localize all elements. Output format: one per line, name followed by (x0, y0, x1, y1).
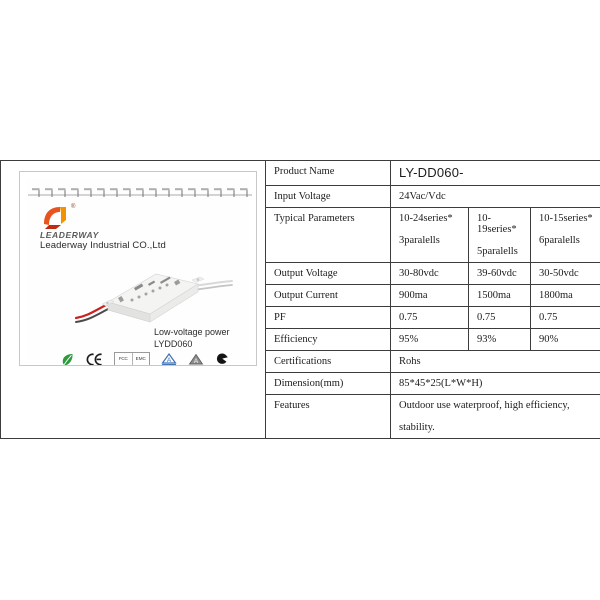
row-label-pf: PF (266, 307, 391, 329)
typical-parameters-col-3 (531, 208, 600, 263)
emc-left-label: FCC (115, 353, 133, 366)
product-name-text: LY-DD060- (399, 165, 464, 180)
company-name: Leaderway Industrial CO.,Ltd (40, 239, 166, 251)
pf-col-2: 0.75 (469, 307, 531, 329)
emc-right-label: EMC (135, 355, 146, 361)
product-caption (154, 326, 230, 350)
logo-wordmark: LEADERWAY (40, 230, 99, 240)
row-label-input-voltage: Input Voltage (266, 186, 391, 208)
typical-parameters-col-2-line-2: 5paralells (477, 246, 518, 258)
row-value-dimension: 85*45*25(L*W*H) (391, 373, 600, 395)
staple-strip (28, 186, 252, 200)
ce-mark-icon (86, 351, 103, 366)
energy-leaf-icon (60, 351, 75, 366)
row-value-features (391, 395, 600, 439)
led-driver-device-image (74, 260, 234, 328)
typical-parameters-col-2-line-1: 10-19series* (477, 213, 517, 236)
efficiency-col-1: 95% (391, 329, 469, 351)
output-current-col-3: 1800ma (531, 285, 600, 307)
leaderway-logo-mark-icon (40, 204, 76, 230)
row-label-typical-parameters: Typical Parameters (266, 208, 391, 263)
certification-badge-row (60, 350, 240, 366)
typical-parameters-col-2 (469, 208, 531, 263)
registered-symbol: ® (71, 204, 76, 210)
output-voltage-col-1: 30-80vdc (391, 263, 469, 285)
specification-table (0, 160, 600, 439)
pf-col-1: 0.75 (391, 307, 469, 329)
row-value-product-name (391, 161, 600, 186)
row-value-certifications: Rohs (391, 351, 600, 373)
output-voltage-col-3: 30-50vdc (531, 263, 600, 285)
c-tick-icon (215, 351, 229, 366)
svg-text:A: A (193, 357, 199, 365)
output-current-col-1: 900ma (391, 285, 469, 307)
product-image-cell (1, 161, 266, 439)
output-voltage-col-2: 39-60vdc (469, 263, 531, 285)
typical-parameters-col-1-line-1: 10-24series* (399, 213, 453, 225)
product-image-inner (26, 178, 250, 365)
output-current-col-2: 1500ma (469, 285, 531, 307)
row-label-output-voltage: Output Voltage (266, 263, 391, 285)
triangle-blue-icon (161, 351, 177, 366)
row-label-efficiency: Efficiency (266, 329, 391, 351)
triangle-gray-icon (188, 351, 204, 366)
typical-parameters-col-3-line-2: 6paralells (539, 235, 580, 247)
row-label-features: Features (266, 395, 391, 439)
svg-text:A: A (166, 356, 172, 364)
efficiency-col-2: 93% (469, 329, 531, 351)
typical-parameters-col-1 (391, 208, 469, 263)
caption-line-1: Low-voltage power (154, 327, 230, 337)
row-label-dimension: Dimension(mm) (266, 373, 391, 395)
row-label-certifications: Certifications (266, 351, 391, 373)
features-line-1: Outdoor use waterproof, high efficiency, (399, 400, 570, 412)
row-label-product-name: Product Name (266, 161, 391, 186)
efficiency-col-3: 90% (531, 329, 600, 351)
features-line-2: stability. (399, 422, 435, 434)
typical-parameters-col-1-line-2: 3paralells (399, 235, 440, 247)
pf-col-3: 0.75 (531, 307, 600, 329)
product-image-frame (19, 171, 257, 366)
table-row (1, 161, 600, 186)
emc-mark-icon (114, 351, 150, 366)
brand-logo-block (40, 204, 210, 251)
typical-parameters-col-3-line-1: 10-15series* (539, 213, 593, 225)
row-value-input-voltage: 24Vac/Vdc (391, 186, 600, 208)
caption-line-2: LYDD060 (154, 339, 193, 350)
row-label-output-current: Output Current (266, 285, 391, 307)
